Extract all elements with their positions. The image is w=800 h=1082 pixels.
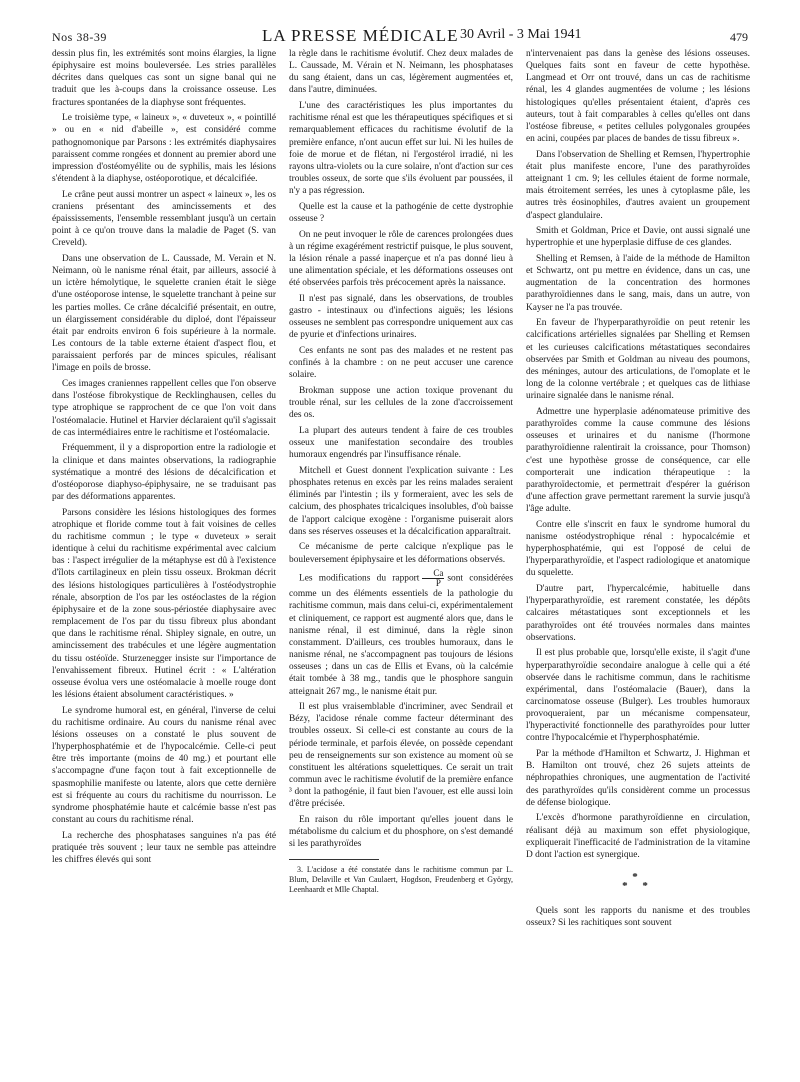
- paragraph: Brokman suppose une action toxique provenant du trouble rénal, sur les cellules de la zone d'accroissement des os.: [289, 386, 513, 421]
- paragraph: Il est plus probable que, lorsqu'elle existe, il s'agit d'une hyperparathyroïdie secondaire analogue à celle qui a été observée dans le rachitisme commun, dans le rachitisme expérimental, dans l'ostéomalacie (Bauer), dans la carcinomatose osseuse (Bulger). Les troubles humoraux provoqueraient, par un mécanisme compensateur, l'hyperactivité fonctionnelle des parathyroïdes pour lutter contre l'hypocalcémie et l'hyperphosphatémie.: [526, 648, 750, 744]
- paragraph: Admettre une hyperplasie adénomateuse primitive des parathyroïdes comme la cause commune des lésions osseuses et urinaires et du nanisme (l'hormone parathyroïdienne ralentirait la croissance, pour Thomson) c'est une hypothèse grosse de conséquence, car elle comporterait une indication thérapeutique : la parathyroïdectomie, et permettrait d'espérer la guérison d'une affection grave permettant rarement la survie jusqu'à l'âge adulte.: [526, 406, 750, 515]
- paragraph: La recherche des phosphatases sanguines n'a pas été pratiquée très souvent ; leur taux ne semble pas atteindre les chiffres élevés qui sont: [52, 830, 276, 865]
- journal-title: LA PRESSE MÉDICALE: [262, 26, 459, 45]
- paragraph: la règle dans le rachitisme évolutif. Chez deux malades de L. Caussade, M. Vérain et N. Neimann, les phosphatases du sang étaient, dans un cas, légèrement augmentées et, dans l'autre, diminuées.: [289, 49, 513, 96]
- paragraph: Par la méthode d'Hamilton et Schwartz, J. Highman et B. Hamilton ont trouvé, chez 26 sujets atteints de néphropathies chroniques, une augmentation de l'activité des parathyroïdes qu'ils considèrent comme un processus de défense biologique.: [526, 749, 750, 808]
- paragraph: Ce mécanisme de perte calcique n'explique pas le bouleversement épiphysaire et les déformations observés.: [289, 542, 513, 565]
- paragraph: On ne peut invoquer le rôle de carences prolongées dues à un régime exagérément restrictif puisque, le plus souvent, la lésion rénale a passé inaperçue et n'a pas donné lieu à une alimentation spéciale, et les déformations osseuses ont été observées parfois très précocement après la naissance.: [289, 229, 513, 289]
- asterism-row: *: [632, 871, 644, 883]
- paragraph: D'autre part, l'hypercalcémie, habituelle dans l'hyperparathyroïdie, est rarement constatée, les dépôts calcaires métastatiques sont exceptionnels et les parathyroïdes ont été trouvées normales dans maintes observations.: [526, 584, 750, 643]
- paragraph: Ces images craniennes rappellent celles que l'on observe dans l'ostéose fibrokystique de Recklinghausen, celles du type atrophique se rapprochent de ce que l'on voit dans l'ostéomalacie. Hutinel et Harvier déclaraient qu'il s'agissait de cas intermédiaires entre le rachitisme et l'ostéomalacie.: [52, 379, 276, 438]
- paragraph: Il n'est pas signalé, dans les observations, de troubles gastro - intestinaux ou d'infections aiguës; les lésions osseuses ne semblent pas correspondre uniquement aux cas de pyurie et d'infections urinaires.: [289, 293, 513, 341]
- column-left: [52, 48, 276, 933]
- paragraph: Quels sont les rapports du nanisme et des troubles osseux? Si les rachitiques sont souvent: [526, 906, 750, 929]
- footnote: 3. L'acidose a été constatée dans le rachitisme commun par L. Blum, Delaville et Van Caulaert, Hogdson, Freudenberg et György, Leenhaardt et Mlle Chaptal.: [289, 864, 513, 894]
- column-right: [526, 48, 750, 933]
- fraction-numerator: Ca: [422, 569, 444, 579]
- text-columns: [52, 48, 750, 933]
- paragraph: dessin plus fin, les extrémités sont moins élargies, la ligne épiphysaire est moins bouleversée. Les stries parallèles décrites dans quelques cas sont un signe banal qui ne traduit que les à-coups dans la croissance osseuse. Les fractures spontanées de la diaphyse sont fréquentes.: [52, 49, 276, 108]
- paragraph: n'intervenaient pas dans la genèse des lésions osseuses. Quelques faits sont en faveur de cette hypothèse. Langmead et Orr ont trouvé, dans un cas de rachitisme rénal, les 4 glandes augmentées de volume ; les lésions histologiques qu'elles présentaient étaient, d'après ces auteurs, tout à fait comparables à celles qu'elles ont dans l'ostéose fibreuse, « petites cellules polygonales groupées en acini, coupées par places de bandes de tissu fibreux ».: [526, 49, 750, 145]
- column-middle: [289, 48, 513, 933]
- paragraph: [289, 569, 513, 697]
- paragraph: Fréquemment, il y a disproportion entre la radiologie et la clinique et dans maintes observations, la radiographie systématique a montré des lésions de décalcification et d'ostéoporose diaphyso-épiphysaire, ne se traduisant pas par des déformations apparentes.: [52, 443, 276, 502]
- paragraph: Dans une observation de L. Caussade, M. Verain et N. Neimann, où le nanisme rénal était, par ailleurs, associé à un ictère hémolytique, le squelette cranien était le siège d'une ostéoporose intense, le squelette tranchant à peine sur les parties molles. Ce crâne décalcifié présentait, en outre, un élargissement considérable du diploé, dont l'épaisseur était par endroits environ 6 fois supérieure à la normale. Les contours de la table externe étaient d'aspect flou, et paraissaient perforés par de minces spicules, réalisant l'image en poils de brosse.: [52, 254, 276, 374]
- section-asterism: [526, 873, 750, 891]
- paragraph: L'excès d'hormone parathyroïdienne en circulation, réalisant déjà au maximum son effet physiologique, expliquerait l'inefficacité de l'administration de la vitamine D dont l'action est synergique.: [526, 813, 750, 860]
- paragraph: Smith et Goldman, Price et Davie, ont aussi signalé une hypertrophie et une hyperplasie diffuse de ces glandes.: [526, 226, 750, 249]
- paragraph: Dans l'observation de Shelling et Remsen, l'hypertrophie était plus manifeste encore, l'une des parathyroïdes atteignant 1 cm. 9; les cellules étaient de forme normale, mais étroitement serrées, les unes à cytoplasme pâle, les autres très éosinophiles, d'autres avaient un groupement d'aspect glandulaire.: [526, 149, 750, 221]
- footnote-divider: [289, 859, 379, 860]
- asterism-row: * *: [622, 880, 654, 892]
- paragraph: Le crâne peut aussi montrer un aspect « laineux », les os craniens présentant des amincissements et des épaississements, l'ensemble ressemblant jusqu'à un certain point à ce qu'on trouve dans la maladie de Paget (S. van Creveld).: [52, 189, 276, 249]
- paragraph: Contre elle s'inscrit en faux le syndrome humoral du nanisme ostéodystrophique rénal : hypocalcémie et hyperphosphatémie, qui est l'opposé de celui de l'hyperparathyroïdie, et l'aspect radiologique et anatomique du squelette.: [526, 519, 750, 579]
- paragraph: En raison du rôle important qu'elles jouent dans le métabolisme du calcium et du phosphore, on s'est demandé si les parathyroïdes: [289, 815, 513, 850]
- paragraph: Il est plus vraisemblable d'incriminer, avec Sendrail et Bézy, l'acidose rénale comme facteur déterminant des troubles osseux. Si celle-ci est constante au cours de la période terminale, et parfois élevée, on possède cependant peu de renseignements sur son existence au moment où se constituent les altérations squelettiques. Ce serait un trait commun avec le rachitisme évolutif de la première enfance ³ dont la pathogénie, il faut bien l'avouer, est elle aussi loin d'être précisée.: [289, 702, 513, 810]
- issue-date: 30 Avril - 3 Mai 1941: [460, 27, 582, 42]
- paragraph: Ces enfants ne sont pas des malades et ne restent pas confinés à la chambre : on ne peut accuser une carence solaire.: [289, 346, 513, 381]
- paragraph: La plupart des auteurs tendent à faire de ces troubles osseux une manifestation secondaire des troubles humoraux engendrés par l'insuffisance rénale.: [289, 426, 513, 461]
- paragraph: Mitchell et Guest donnent l'explication suivante : Les phosphates retenus en excès par les reins malades seraient éliminés par l'intestin ; ils y formeraient, avec les sels de calcium, des phosphates tricalciques insolubles, d'où baisse de l'apport calcique exogène : l'organisme puiserait alors dans ses réserves osseuses et la décalcification apparaîtrait.: [289, 466, 513, 537]
- paragraph: Shelling et Remsen, à l'aide de la méthode de Hamilton et Schwartz, ont pu mettre en évidence, dans un cas, une augmentation de la concentration des hormones parathyroïdiennes dans le sang, mais, dans un autre, von Kayser ne l'a pas trouvée.: [526, 254, 750, 313]
- page-number: 479: [730, 30, 748, 44]
- paragraph: Le syndrome humoral est, en général, l'inverse de celui du rachitisme ordinaire. Au cours du nanisme rénal avec lésions osseuses on a constaté le plus souvent de l'hyperphosphatémie et de l'hypocalcémie. Celle-ci peut être très importante (moins de 40 mg.) et pourtant elle s'accompagne d'une façon tout à fait exceptionnelle de spasmophilie manifeste ou latente, alors que cette dernière est si fréquente au cours du rachitisme du nourrisson. Le syndrome phosphatémie haute et calcémie basse n'est pas constant au cours du rachitisme rénal.: [52, 705, 276, 826]
- paragraph-text: Les modifications du rapport: [299, 573, 420, 584]
- paragraph: L'une des caractéristiques les plus importantes du rachitisme rénal est que les thérapeutiques spécifiques et si remarquablement efficaces du rachitisme évolutif de la première enfance, n'ont aucun effet sur lui. Ni les huiles de foie de morue et de flétan, ni l'ergostérol irradié, ni les rayons ultra-violets ou la cure solaire, n'ont d'action sur ces troubles osseux, de sorte que s'ils évoluent par poussées, il n'y a pas régression.: [289, 101, 513, 197]
- page-header: [52, 8, 750, 44]
- paragraph-text: sont considérées comme un des éléments essentiels de la pathologie du rachitisme commun, mais dans celui-ci, expérimentalement et cliniquement, ce rapport est augmenté alors que, dans le nanisme rénal, il est diminué, dans la règle sinon constamment. D'ailleurs, ces troubles humoraux, dans le nanisme rénal, ne s'accompagnent pas toujours de lésions osseuses ; dans un cas de Ellis et Evans, où la calcémie était tombée à 38 mg., tandis que le phosphore sanguin atteignait 267 mg., le nanisme était pur.: [289, 573, 513, 697]
- paragraph: Parsons considère les lésions histologiques des formes atrophique et floride comme tout à fait voisines de celles du rachitisme commun ; le type « duveteux » serait identique à celui du rachitisme expérimental avec calcium bas : l'aspect irrégulier de la métaphyse est dû à l'existence d'îlots cartilagineux en plein tissu osseux. Brokman décrit des lésions histologiques particulières à l'ostéodystrophie rénale, absorption de l'os par les ostéoclastes de la région épiphysaire et de la zone sous-périostée diaphysaire avec remplacement de l'os par du tissu fibreux plus abondant que dans le rachitisme rénal. Shipley signale, en outre, un amincissement des trabécules et une légère augmentation du tissu ostéoïde. Sturzenegger insiste sur l'importance de l'envahissement fibreux. Hutinel écrit : « L'altération osseuse évolua vers une ostéomalacie à moelle rouge dont les lésions étaient absolument caractéristiques. »: [52, 507, 276, 700]
- ratio-fraction: [422, 569, 444, 588]
- paragraph: En faveur de l'hyperparathyroïdie on peut retenir les calcifications artérielles signalées par Shelling et Remsen et les curieuses calcifications métastatiques secondaires observées par Smith et Goldman au niveau des poumons, des méninges, autour des articulations, de l'omoplate et le long de la colonne vertébrale ; et quelques cas de lithiase urinaire signalée dans le nanisme rénal.: [526, 318, 750, 402]
- fraction-denominator: P: [435, 578, 441, 589]
- paragraph: Quelle est la cause et la pathogénie de cette dystrophie osseuse ?: [289, 201, 513, 225]
- paragraph: Le troisième type, « laineux », « duveteux », « pointillé » ou en « nid d'abeille », est considéré comme pathognomonique par Parsons : les extrémités diaphysaires paraissent comme rongées et donnent au premier abord une impression d'ostéomyélite ou de syphilis, mais les lésions s'étendent à la diaphyse, ostéoporotique, et décalcifiée.: [52, 113, 276, 185]
- issue-number: Nos 38-39: [52, 30, 107, 44]
